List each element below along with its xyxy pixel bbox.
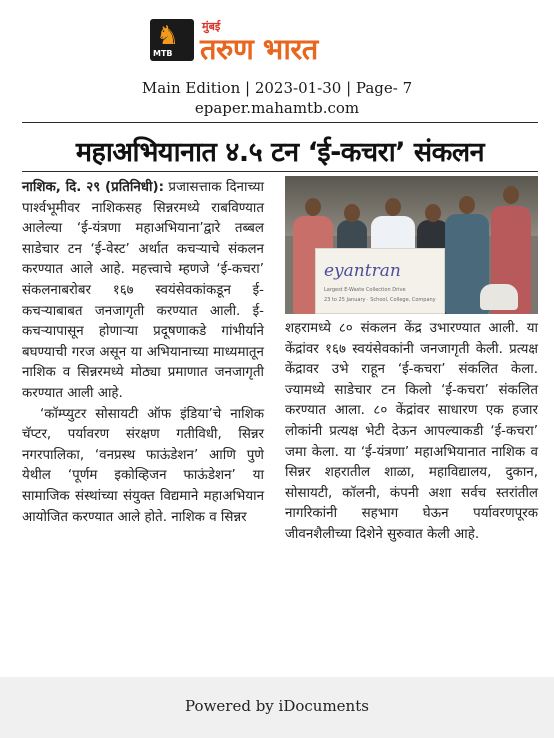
article-column-right: [285, 319, 538, 546]
logo-tag: MTB: [153, 49, 173, 58]
site-url: epaper.mahamtb.com: [194, 99, 360, 117]
article-para-2: ‘कॉम्प्युटर सोसायटी ऑफ इंडिया’चे नाशिक चॅप्टर, पर्यावरण संरक्षण गतीविधी, सिन्नर नगरपालिका, ‘वनप्रस्थ फाऊंडेशन’ आणि पुणे येथील ‘पूर्णम इकोव्हिजन फाऊंडेशन’ या सामाजिक संस्थांच्या संयुक्त विद्यमाने महाअभियान आयोजित करण्यात आले होते. नाशिक व सिन्नर: [22, 406, 264, 525]
masthead-brand: तरुण भारत: [200, 32, 318, 66]
banner-subtitle: Largest E-Waste Collection Drive: [324, 287, 406, 293]
photo-person-head: [425, 204, 441, 222]
photo-person-head: [305, 198, 321, 216]
top-divider: [22, 122, 538, 123]
article-para-1: [22, 178, 264, 405]
banner-title: eyantran: [324, 261, 401, 281]
masthead-city: मुंबई: [202, 20, 221, 33]
photo-person-head: [503, 186, 519, 204]
photo-person-head: [459, 196, 475, 214]
eyantran-banner: [315, 248, 445, 314]
edition-line: Main Edition | 2023-01-30 | Page- 7: [141, 79, 413, 97]
footer-bar: [0, 677, 554, 738]
lion-icon: ♞: [156, 21, 180, 51]
article-dateline: नाशिक, दि. २९ (प्रतिनिधी):: [22, 180, 164, 195]
article-photo: [285, 176, 538, 314]
photo-person-head: [344, 204, 360, 222]
photo-person-head: [385, 198, 401, 216]
masthead-logo: [150, 16, 404, 68]
banner-detail: 23 to 25 January · School, College, Company: [324, 297, 436, 303]
article-para-1-text: प्रजासत्ताक दिनाच्या पार्श्वभूमीवर नाशिकसह सिन्नरमध्ये राबविण्यात आलेल्या ‘ई-यंत्रणा महाअभियाना’द्वारे तब्बल साडेचार टन ‘ई-वेस्ट’ अर्थात कचऱ्याचे संकलन करण्यात आले आहे. महत्त्वाचे म्हणजे ‘ई-कचरा’ संकलनाबरोबर १६७ स्वयंसेवकांकडून ई-कचऱ्याबाबत जनजागृती करण्यात आली. ई-कचऱ्यापासून होणाऱ्या प्रदूषणाकडे गांभीर्याने बघण्याची गरज असून या अभियानाच्या माध्यमातून नाशिक व सिन्नरमध्ये मोठ्या प्रमाणात जनजागृती करण्यात आली आहे.: [22, 180, 264, 401]
photo-sack: [480, 284, 518, 310]
article-para-3: शहरामध्ये ८० संकलन केंद्र उभारण्यात आली. या केंद्रांवर १६७ स्वयंसेवकांनी जनजागृती केली. प्रत्यक्ष केंद्रावर उभे राहून ‘ई-कचरा’ संकलित केला. ज्यामध्ये साडेचार टन किलो ‘ई-कचरा’ संकलित करण्यात आला. ८० केंद्रांवर साधारण एक हजार लोकांनी प्रत्यक्ष भेटी देऊन आपल्याकडी ‘ई-कचरा’ जमा केला. या ‘ई-यंत्रणा’ महाअभियानात नाशिक व सिन्नर शहरातील शाळा, महाविद्यालय, दुकान, सोसायटी, कॉलनी, कंपनी अशा सर्वच स्तरांतील नागरिकांनी सहभाग घेऊन पर्यावरणपूरक जीवनशैलीच्या दिशेने सुरुवात केली आहे.: [285, 321, 538, 542]
headline-divider: [22, 171, 538, 172]
powered-by-link[interactable]: Powered by iDocuments: [185, 697, 369, 715]
mtb-logo-box: [150, 19, 194, 61]
article-headline: महाअभियानात ४.५ टन ‘ई-कचरा’ संकलन: [75, 137, 485, 168]
article-column-left: [22, 178, 264, 528]
